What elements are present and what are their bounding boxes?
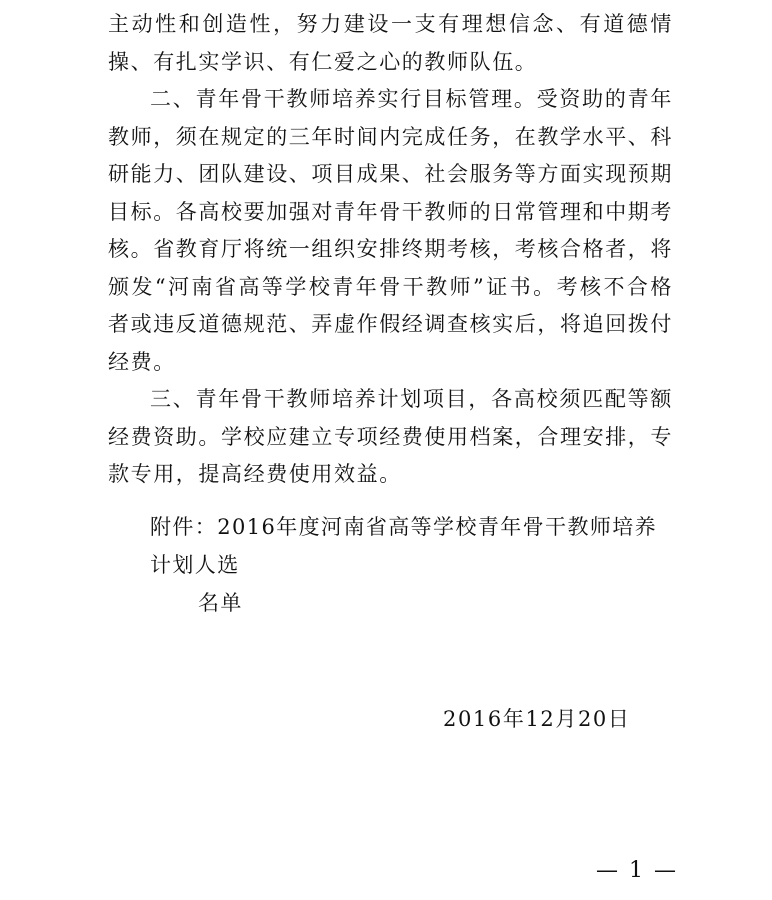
document-date: 2016年12月20日 — [443, 707, 631, 731]
paragraph-continuation: 主动性和创造性，努力建设一支有理想信念、有道德情操、有扎实学识、有仁爱之心的教师队伍。 — [108, 12, 673, 74]
attachment-line-2: 名单 — [198, 591, 243, 615]
document-body — [108, 6, 673, 494]
paragraph-funding: 三、青年骨干教师培养计划项目，各高校须匹配等额经费资助。学校应建立专项经费使用档案，合理安排，专款专用，提高经费使用效益。 — [108, 387, 673, 486]
page-number: — 1 — — [596, 858, 678, 883]
attachment-line-1: 附件：2016年度河南省高等学校青年骨干教师培养计划人选 — [150, 515, 658, 577]
attachment-note — [150, 508, 670, 622]
paragraph-target-management: 二、青年骨干教师培养实行目标管理。受资助的青年教师，须在规定的三年时间内完成任务，在教学水平、科研能力、团队建设、项目成果、社会服务等方面实现预期目标。各高校要加强对青年骨干教师的日常管理和中期考核。省教育厅将统一组织安排终期考核，考核合格者，将颁发“河南省高等学校青年骨干教师”证书。考核不合格者或违反道德规范、弄虚作假经调查核实后，将追回拨付经费。 — [108, 87, 673, 374]
